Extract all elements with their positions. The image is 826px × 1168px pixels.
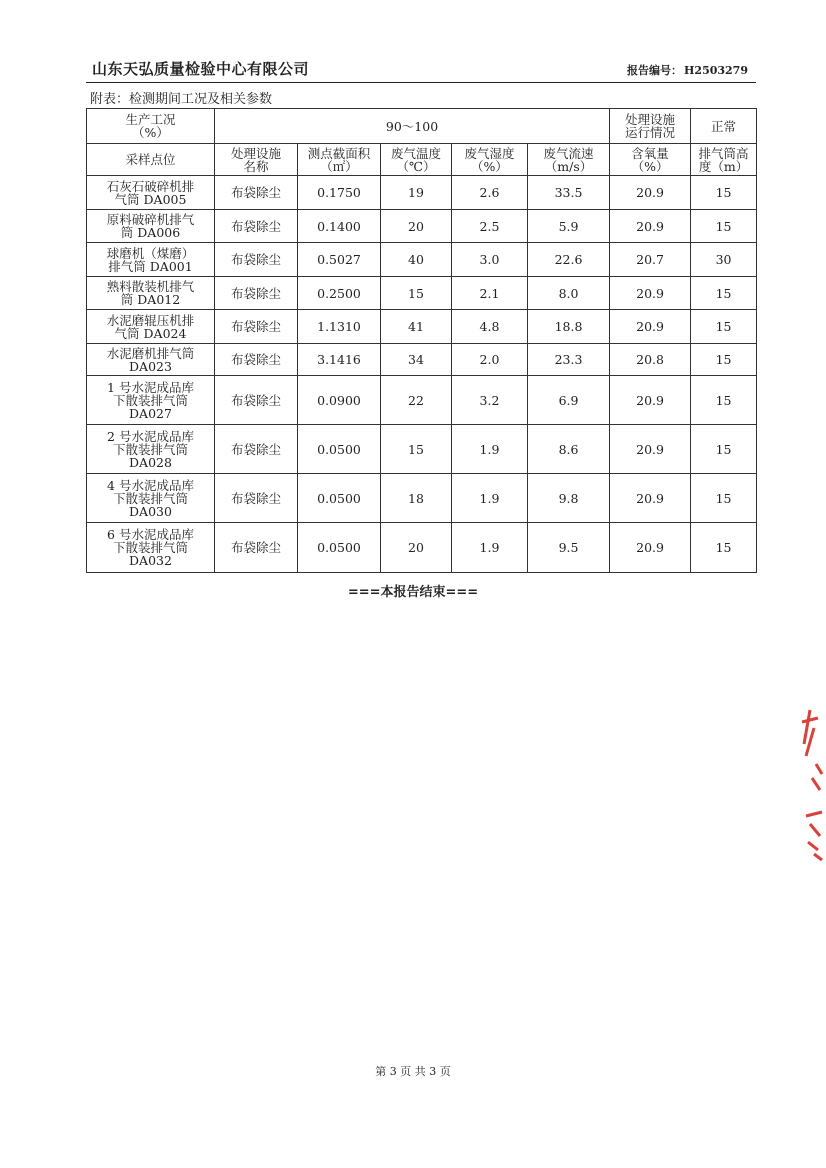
cell-facility: 布袋除尘 xyxy=(215,344,298,376)
cell-temp: 18 xyxy=(381,474,452,523)
cell-height: 30 xyxy=(691,243,757,277)
report-number: 报告编号： H2503279 xyxy=(627,64,748,77)
cell-oxygen: 20.9 xyxy=(610,376,691,425)
column-header-row xyxy=(87,144,757,176)
cell-temp: 41 xyxy=(381,310,452,344)
page-header xyxy=(86,54,756,84)
cell-facility: 布袋除尘 xyxy=(215,210,298,243)
cell-velocity: 6.9 xyxy=(528,376,610,425)
cell-oxygen: 20.9 xyxy=(610,474,691,523)
cell-humidity: 2.6 xyxy=(452,176,528,210)
sampling-point: 1 号水泥成品库 下散装排气筒 DA027 xyxy=(87,376,215,425)
cell-humidity: 4.8 xyxy=(452,310,528,344)
cell-temp: 19 xyxy=(381,176,452,210)
table-row xyxy=(87,425,757,474)
sampling-point: 2 号水泥成品库 下散装排气筒 DA028 xyxy=(87,425,215,474)
cell-height: 15 xyxy=(691,210,757,243)
production-label: 生产工况 （%） xyxy=(87,109,215,144)
cell-area: 0.0500 xyxy=(298,425,381,474)
cell-velocity: 9.5 xyxy=(528,523,610,573)
cell-oxygen: 20.9 xyxy=(610,310,691,344)
cell-facility: 布袋除尘 xyxy=(215,376,298,425)
table-row xyxy=(87,176,757,210)
table-caption: 附表：检测期间工况及相关参数 xyxy=(90,92,273,107)
sampling-point: 4 号水泥成品库 下散装排气筒 DA030 xyxy=(87,474,215,523)
table-row xyxy=(87,277,757,310)
cell-height: 15 xyxy=(691,176,757,210)
cell-area: 0.0500 xyxy=(298,523,381,573)
cell-temp: 20 xyxy=(381,523,452,573)
column-header: 排气筒高 度（m） xyxy=(691,144,757,176)
cell-humidity: 2.1 xyxy=(452,277,528,310)
cell-area: 3.1416 xyxy=(298,344,381,376)
column-header: 废气温度 （℃） xyxy=(381,144,452,176)
table-row xyxy=(87,210,757,243)
cell-area: 0.2500 xyxy=(298,277,381,310)
facility-status-label: 处理设施 运行情况 xyxy=(610,109,691,144)
column-header: 废气湿度 （%） xyxy=(452,144,528,176)
header-rule xyxy=(86,82,756,83)
cell-facility: 布袋除尘 xyxy=(215,243,298,277)
cell-humidity: 3.2 xyxy=(452,376,528,425)
cell-area: 0.0900 xyxy=(298,376,381,425)
sampling-point: 原料破碎机排气 筒 DA006 xyxy=(87,210,215,243)
cell-oxygen: 20.9 xyxy=(610,210,691,243)
cell-area: 0.1400 xyxy=(298,210,381,243)
cell-area: 0.5027 xyxy=(298,243,381,277)
table-row xyxy=(87,523,757,573)
facility-status-value: 正常 xyxy=(691,109,757,144)
cell-oxygen: 20.7 xyxy=(610,243,691,277)
cell-temp: 15 xyxy=(381,277,452,310)
cell-velocity: 18.8 xyxy=(528,310,610,344)
cell-temp: 22 xyxy=(381,376,452,425)
cell-temp: 15 xyxy=(381,425,452,474)
sampling-point: 石灰石破碎机排 气筒 DA005 xyxy=(87,176,215,210)
cell-height: 15 xyxy=(691,310,757,344)
cell-facility: 布袋除尘 xyxy=(215,277,298,310)
conditions-table xyxy=(86,108,757,573)
cell-humidity: 2.5 xyxy=(452,210,528,243)
cell-height: 15 xyxy=(691,376,757,425)
cell-temp: 34 xyxy=(381,344,452,376)
cell-humidity: 3.0 xyxy=(452,243,528,277)
cell-velocity: 23.3 xyxy=(528,344,610,376)
cell-oxygen: 20.8 xyxy=(610,344,691,376)
cell-velocity: 33.5 xyxy=(528,176,610,210)
cell-humidity: 1.9 xyxy=(452,523,528,573)
cell-facility: 布袋除尘 xyxy=(215,425,298,474)
sampling-point: 水泥磨机排气筒 DA023 xyxy=(87,344,215,376)
cell-velocity: 8.6 xyxy=(528,425,610,474)
table-row xyxy=(87,243,757,277)
cell-height: 15 xyxy=(691,277,757,310)
cell-velocity: 5.9 xyxy=(528,210,610,243)
cell-height: 15 xyxy=(691,523,757,573)
cell-facility: 布袋除尘 xyxy=(215,523,298,573)
cell-oxygen: 20.9 xyxy=(610,523,691,573)
production-value: 90～100 xyxy=(215,109,610,144)
report-end-mark: ===本报告结束=== xyxy=(347,585,479,600)
table-row xyxy=(87,109,757,144)
cell-height: 15 xyxy=(691,344,757,376)
cell-velocity: 8.0 xyxy=(528,277,610,310)
cell-area: 0.0500 xyxy=(298,474,381,523)
cell-facility: 布袋除尘 xyxy=(215,474,298,523)
sampling-point: 水泥磨辊压机排 气筒 DA024 xyxy=(87,310,215,344)
cell-oxygen: 20.9 xyxy=(610,277,691,310)
company-name: 山东天弘质量检验中心有限公司 xyxy=(92,60,310,78)
table-row xyxy=(87,344,757,376)
cell-oxygen: 20.9 xyxy=(610,176,691,210)
cell-area: 0.1750 xyxy=(298,176,381,210)
cell-humidity: 1.9 xyxy=(452,425,528,474)
cell-humidity: 1.9 xyxy=(452,474,528,523)
sampling-point: 熟料散装机排气 筒 DA012 xyxy=(87,277,215,310)
column-header: 含氧量 （%） xyxy=(610,144,691,176)
cell-area: 1.1310 xyxy=(298,310,381,344)
sampling-point: 球磨机（煤磨） 排气筒 DA001 xyxy=(87,243,215,277)
cell-facility: 布袋除尘 xyxy=(215,310,298,344)
stamp-fragment xyxy=(796,704,826,864)
column-header: 处理设施 名称 xyxy=(215,144,298,176)
cell-height: 15 xyxy=(691,474,757,523)
table-row xyxy=(87,310,757,344)
cell-velocity: 9.8 xyxy=(528,474,610,523)
cell-facility: 布袋除尘 xyxy=(215,176,298,210)
column-header: 测点截面积 （㎡） xyxy=(298,144,381,176)
cell-height: 15 xyxy=(691,425,757,474)
column-header: 废气流速 （m/s） xyxy=(528,144,610,176)
cell-humidity: 2.0 xyxy=(452,344,528,376)
cell-oxygen: 20.9 xyxy=(610,425,691,474)
table-row xyxy=(87,474,757,523)
column-header: 采样点位 xyxy=(87,144,215,176)
cell-temp: 40 xyxy=(381,243,452,277)
page-number: 第 3 页 共 3 页 xyxy=(375,1065,451,1078)
table-row xyxy=(87,376,757,425)
sampling-point: 6 号水泥成品库 下散装排气筒 DA032 xyxy=(87,523,215,573)
cell-velocity: 22.6 xyxy=(528,243,610,277)
cell-temp: 20 xyxy=(381,210,452,243)
